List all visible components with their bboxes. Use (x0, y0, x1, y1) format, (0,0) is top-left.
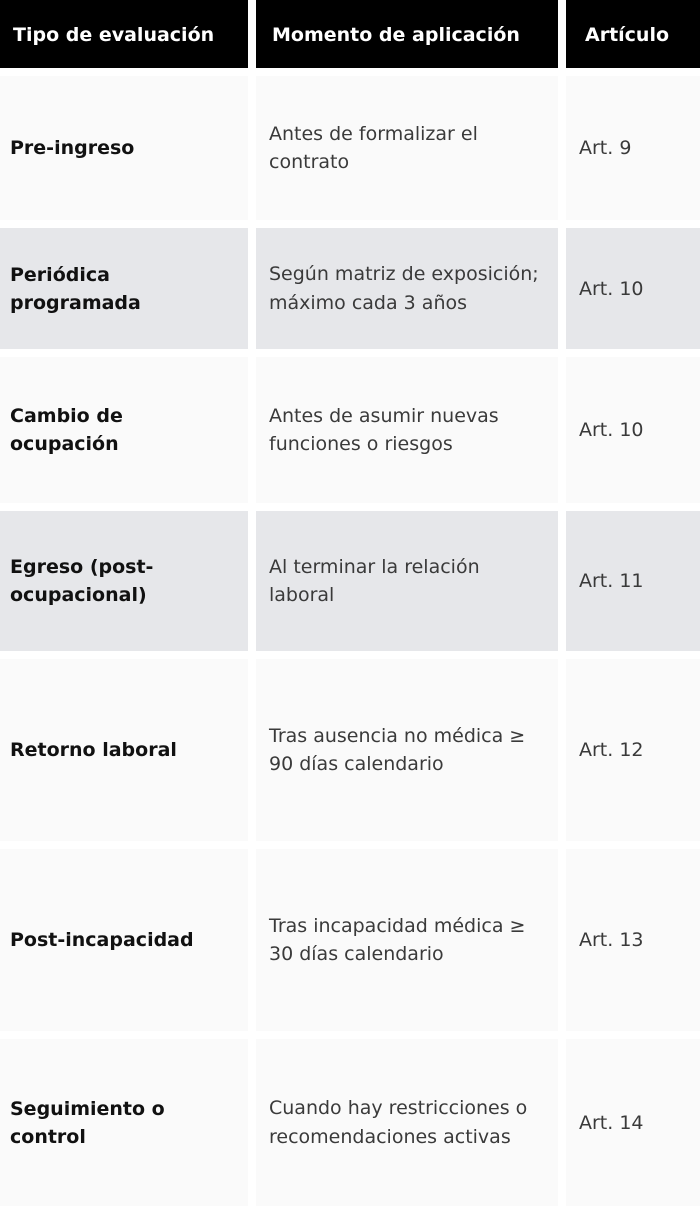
row-7-moment: Cuando hay restricciones o recomendaciones activas (256, 1039, 558, 1206)
header-type: Tipo de evaluación (0, 0, 248, 68)
row-3-article: Art. 10 (566, 357, 700, 503)
row-2-type: Periódica programada (0, 228, 248, 349)
row-7-article: Art. 14 (566, 1039, 700, 1206)
row-5-type: Retorno laboral (0, 659, 248, 841)
row-5-article: Art. 12 (566, 659, 700, 841)
row-3-type: Cambio de ocupación (0, 357, 248, 503)
row-2-article: Art. 10 (566, 228, 700, 349)
row-4-article: Art. 11 (566, 511, 700, 651)
row-7-type: Seguimiento o control (0, 1039, 248, 1206)
header-moment: Momento de aplicación (256, 0, 558, 68)
row-4-moment: Al terminar la relación laboral (256, 511, 558, 651)
row-4-type: Egreso (post-ocupacional) (0, 511, 248, 651)
row-5-moment: Tras ausencia no médica ≥ 90 días calendario (256, 659, 558, 841)
row-3-moment: Antes de asumir nuevas funciones o riesgos (256, 357, 558, 503)
row-2-moment: Según matriz de exposición; máximo cada 3 años (256, 228, 558, 349)
row-1-type: Pre-ingreso (0, 76, 248, 220)
row-1-article: Art. 9 (566, 76, 700, 220)
row-1-moment: Antes de formalizar el contrato (256, 76, 558, 220)
header-article: Artículo (566, 0, 700, 68)
row-6-moment: Tras incapacidad médica ≥ 30 días calendario (256, 849, 558, 1031)
row-6-type: Post-incapacidad (0, 849, 248, 1031)
row-6-article: Art. 13 (566, 849, 700, 1031)
